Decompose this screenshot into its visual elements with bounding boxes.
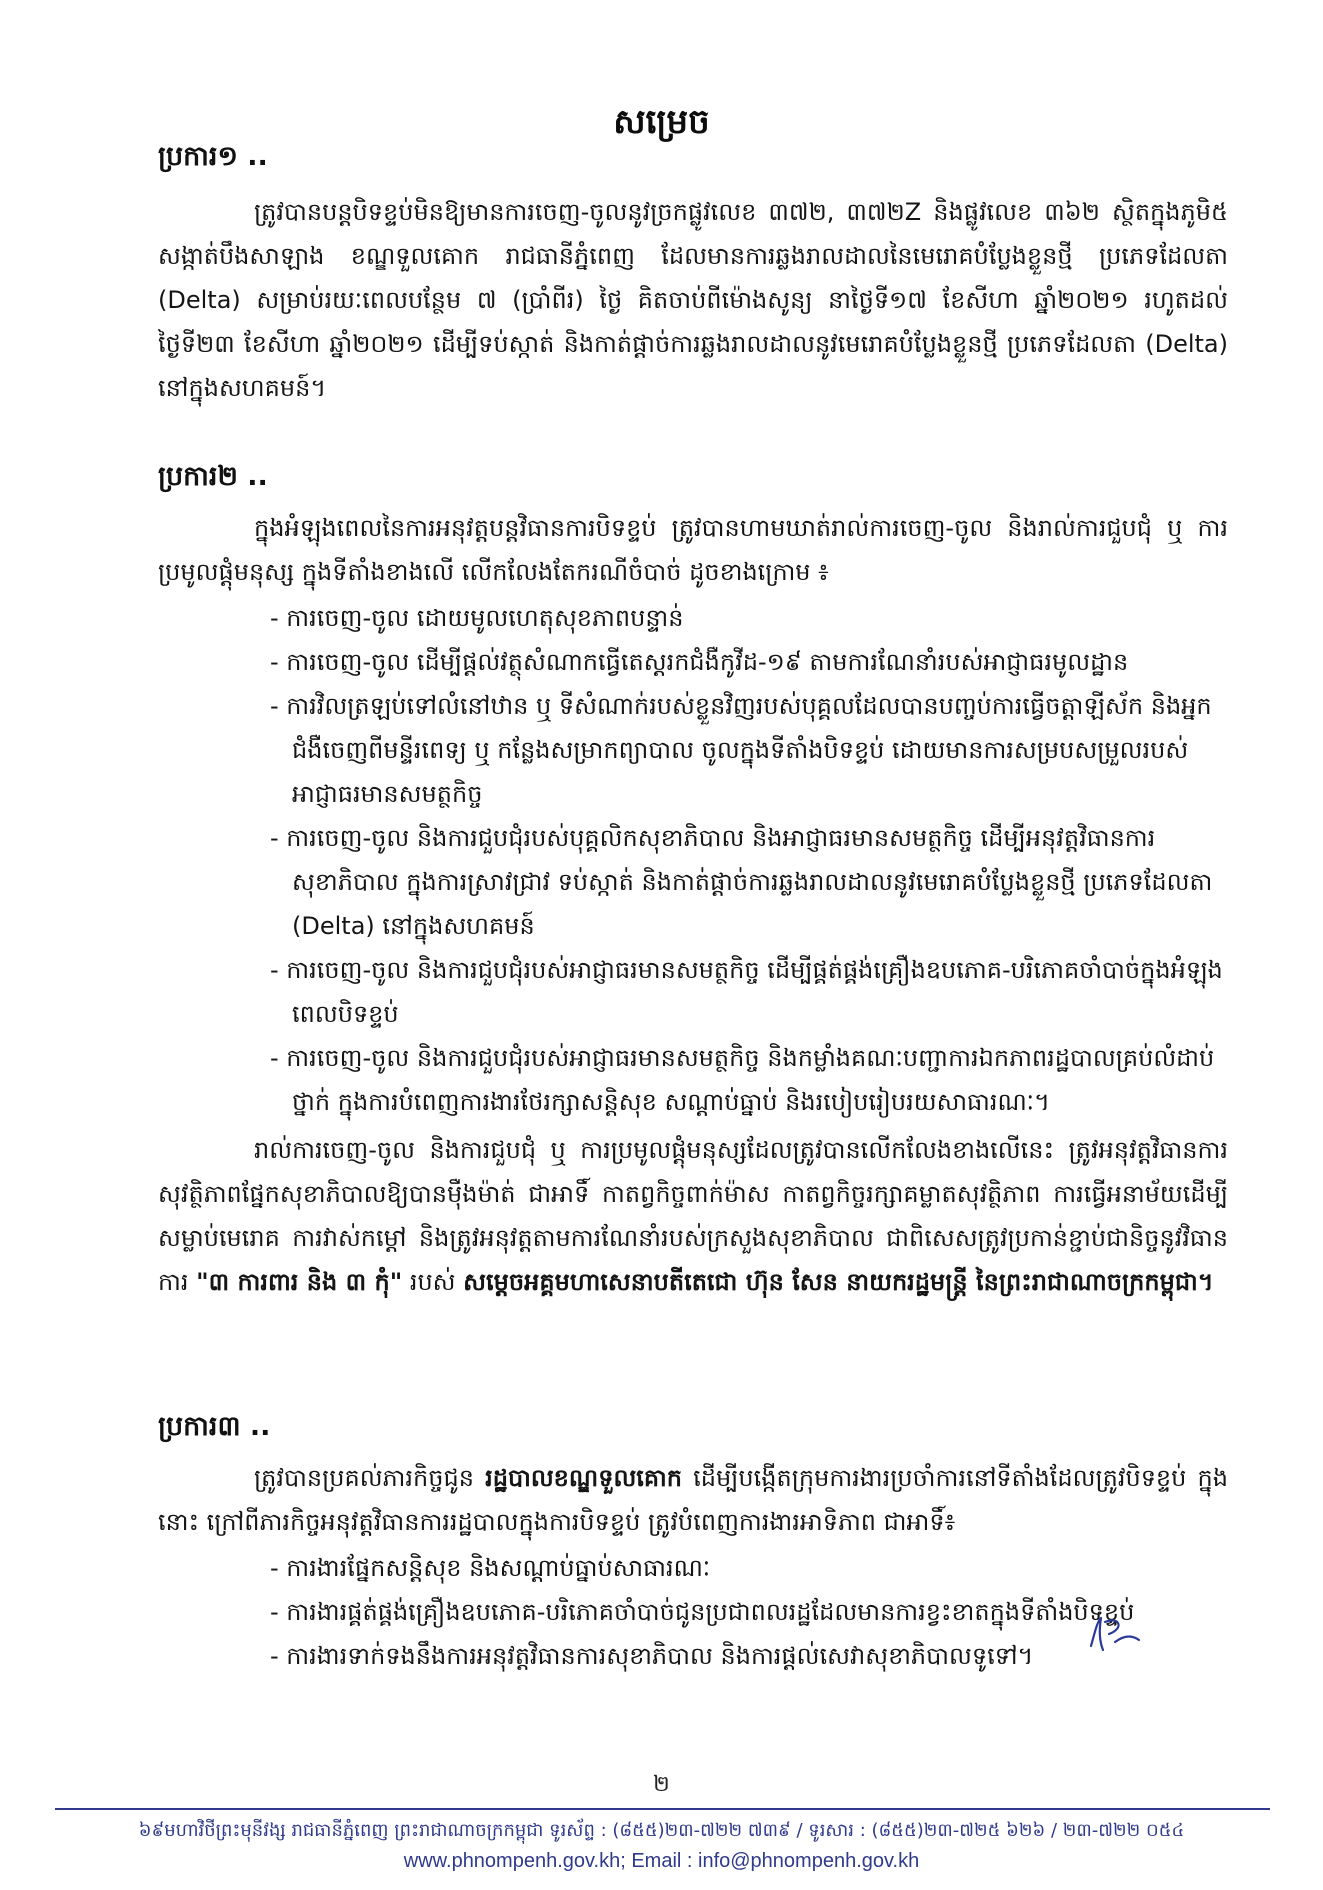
list-item: - ការងារទាក់ទងនឹងការអនុវត្តវិធានការសុខាភិបាល និងការផ្តល់សេវាសុខាភិបាលទូទៅ។ (270, 1634, 1230, 1678)
list-item: - ការវិលត្រឡប់ទៅលំនៅឋាន ឬ ទីសំណាក់របស់ខ្លួនវិញរបស់បុគ្គលដែលបានបញ្ចប់ការធ្វើចត្តាឡីស័ក និងអ្នកជំងឺចេញពីមន្ទីរពេទ្យ ឬ កន្លែងសម្រាកព្យាបាល ចូលក្នុងទីតាំងបិទខ្ទប់ ដោយមានការសម្របសម្រួលរបស់អាជ្ញាធរមានសមត្ថកិច្ច (270, 684, 1230, 816)
list-item: - ការចេញ-ចូល និងការជួបជុំរបស់អាជ្ញាធរមានសមត្ថកិច្ច និងកម្លាំងគណៈបញ្ជាការឯកភាពរដ្ឋបាលគ្រប់លំដាប់ថ្នាក់ ក្នុងការបំពេញការងារថែរក្សាសន្តិសុខ សណ្តាប់ធ្នាប់ និងរបៀបរៀបរយសាធារណៈ។ (270, 1036, 1230, 1124)
article-1-heading: ប្រការ១ .. (158, 141, 268, 172)
list-item: - ការចេញ-ចូល ដោយមូលហេតុសុខភាពបន្ទាន់ (270, 596, 1230, 640)
list-item: - ការចេញ-ចូល ដើម្បីផ្តល់វត្ថុសំណាកធ្វើតេស្តរកជំងឺកូវីដ-១៩ តាមការណែនាំរបស់អាជ្ញាធរមូលដ្ឋាន (270, 640, 1230, 684)
intro-text-2: ដើម្បីបង្កើតក្រុមការងារប្រចាំការនៅទីតាំងដែលត្រូវបិទខ្ទប់ ក្នុងនោះ ក្រៅពីភារកិច្ចអនុវត្តវិធានការរដ្ឋបាលក្នុងការបិទខ្ទប់ ត្រូវបំពេញការងារអាទិភាព ជាអាទិ៍៖ (158, 1464, 1229, 1536)
page-number: ២ (653, 1772, 670, 1797)
article-2-intro: ក្នុងអំឡុងពេលនៃការអនុវត្តបន្តវិធានការបិទខ្ទប់ ត្រូវបានហាមឃាត់រាល់ការចេញ-ចូល និងរាល់ការជួបជុំ ឬ ការប្រមូលផ្តុំមនុស្ស ក្នុងទីតាំងខាងលើ លើកលែងតែករណីចំបាច់ ដូចខាងក្រោម ៖ (158, 514, 1228, 586)
three-protect-three-donts: "៣ ការពារ និង ៣ កុំ" (196, 1268, 403, 1296)
article-2-heading: ប្រការ២ .. (158, 461, 268, 492)
list-item: - ការងារផ្នែកសន្តិសុខ និងសណ្តាប់ធ្នាប់សាធារណៈ (270, 1546, 1230, 1590)
list-item: - ការចេញ-ចូល និងការជួបជុំរបស់អាជ្ញាធរមានសមត្ថកិច្ច ដើម្បីផ្គត់ផ្គង់គ្រឿងឧបភោគ-បរិភោគចាំបាច់ក្នុងអំឡុងពេលបិទខ្ទប់ (270, 948, 1230, 1036)
decision-title: សម្រេច (613, 102, 710, 142)
district-administration: រដ្ឋបាលខណ្ឌទួលគោក (485, 1464, 682, 1492)
article-3-heading: ប្រការ៣ .. (158, 1411, 271, 1442)
prime-minister-name: សម្ដេចអគ្គមហាសេនាបតីតេជោ ហ៊ុន សែន នាយករដ្ឋមន្ត្រី នៃព្រះរាជាណាចក្រកម្ពុជា។ (463, 1268, 1214, 1296)
intro-text-1: ត្រូវបានប្រគល់ភារកិច្ចជូន (254, 1464, 486, 1492)
article-1-paragraph: ត្រូវបានបន្តបិទខ្ទប់មិនឱ្យមានការចេញ-ចូលនូវច្រកផ្លូវលេខ ៣៧២, ៣៧២Z និងផ្លូវលេខ ៣៦២ ស្ថិតក្នុងភូមិ៥ សង្កាត់បឹងសាឡាង ខណ្ឌទួលគោក រាជធានីភ្នំពេញ ដែលមានការឆ្លងរាលដាលនៃមេរោគបំប្លែងខ្លួនថ្មី ប្រភេទដែលតា (Delta) សម្រាប់រយៈពេលបន្ថែម ៧ (ប្រាំពីរ) ថ្ងៃ គិតចាប់ពីម៉ោងសូន្យ នាថ្ងៃទី១៧ ខែសីហា ឆ្នាំ២០២១ រហូតដល់ថ្ងៃទី២៣ ខែសីហា ឆ្នាំ២០២១ ដើម្បីទប់ស្កាត់ និងកាត់ផ្តាច់ការឆ្លងរាលដាលនូវមេរោគបំប្លែងខ្លួនថ្មី ប្រភេទដែលតា (Delta) នៅក្នុងសហគមន៍។ (158, 198, 1229, 402)
article-2-closing-paragraph (158, 1128, 1228, 1304)
list-item: - ការងារផ្គត់ផ្គង់គ្រឿងឧបភោគ-បរិភោគចាំបាច់ជូនប្រជាពលរដ្ឋដែលមានការខ្វះខាតក្នុងទីតាំងបិទខ្ទប់ (270, 1590, 1230, 1634)
article-2-exception-list (270, 596, 1230, 1124)
footer-web-email: www.phnompenh.gov.kh; Email : info@phnompenh.gov.kh (403, 1850, 920, 1872)
closing-text-2: របស់ (402, 1268, 464, 1296)
initials-signature (1085, 1612, 1145, 1656)
footer-divider (55, 1808, 1270, 1810)
closing-text-1: រាល់ការចេញ-ចូល និងការជួបជុំ ឬ ការប្រមូលផ្តុំមនុស្សដែលត្រូវបានលើកលែងខាងលើនេះ ត្រូវអនុវត្តវិធានការសុវត្ថិភាពផ្នែកសុខាភិបាលឱ្យបានម៉ឺងម៉ាត់ ជាអាទិ៍ កាតព្វកិច្ចពាក់ម៉ាស កាតព្វកិច្ចរក្សាគម្លាតសុវត្ថិភាព ការធ្វើអនាម័យដើម្បីសម្លាប់មេរោគ ការវាស់កម្ដៅ និងត្រូវអនុវត្តតាមការណែនាំរបស់ក្រសួងសុខាភិបាល ជាពិសេសត្រូវប្រកាន់ខ្ជាប់ជានិច្ចនូវវិធានការ (158, 1136, 1228, 1296)
footer-address: ៦៩មហាវិថីព្រះមុនីវង្ស រាជធានីភ្នំពេញ ព្រះរាជាណាចក្រកម្ពុជា ទូរស័ព្ទ : (៨៥៥)២៣-៧២២ ៧៣៩ / ទូរសារ : (៨៥៥)២៣-៧២៥ ៦២៦ / ២៣-៧២២ ០៥៤ (138, 1820, 1185, 1841)
list-item: - ការចេញ-ចូល និងការជួបជុំរបស់បុគ្គលិកសុខាភិបាល និងអាជ្ញាធរមានសមត្ថកិច្ច ដើម្បីអនុវត្តវិធានការសុខាភិបាល ក្នុងការស្រាវជ្រាវ ទប់ស្កាត់ និងកាត់ផ្តាច់ការឆ្លងរាលដាលនូវមេរោគបំប្លែងខ្លួនថ្មី ប្រភេទដែលតា (Delta) នៅក្នុងសហគមន៍ (270, 816, 1230, 948)
article-3-intro (158, 1456, 1228, 1544)
